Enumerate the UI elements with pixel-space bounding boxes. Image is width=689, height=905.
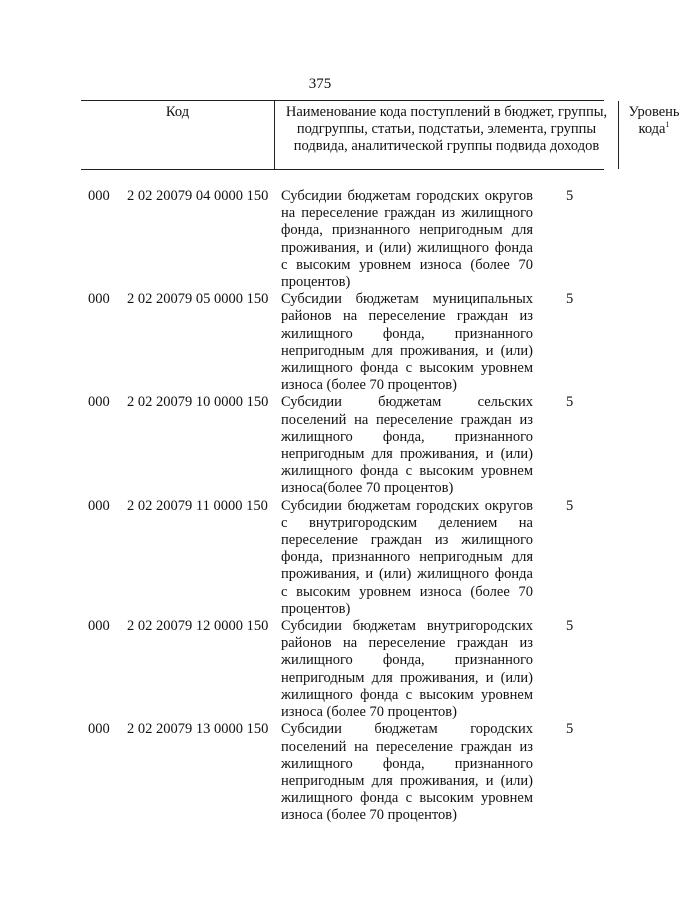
row-level: 5 bbox=[566, 188, 574, 204]
row-description: Субсидии бюджетам муниципальных районов на переселение граждан из жилищного фонда, признанного непригодным для проживания, и (или) жилищного фонда с высоким уровнем износа (более 70 процентов) bbox=[281, 291, 533, 394]
row-code: 2 02 20079 13 0000 150 bbox=[127, 721, 269, 738]
row-prefix: 000 bbox=[88, 188, 110, 204]
table-row bbox=[0, 394, 640, 497]
table-header bbox=[81, 100, 680, 170]
row-description: Субсидии бюджетам городских поселений на переселение граждан из жилищного фонда, признанного непригодным для проживания, и (или) жилищного фонда с высоким уровнем износа (более 70 процентов) bbox=[281, 721, 533, 824]
row-level: 5 bbox=[566, 291, 574, 308]
header-name: Наименование кода поступлений в бюджет, группы, подгруппы, статьи, подстатьи, элемента, группы подвида, аналитической группы подвида доходов bbox=[274, 101, 619, 169]
row-prefix: 000 bbox=[88, 394, 110, 411]
row-code: 2 02 20079 04 0000 150 bbox=[127, 188, 269, 204]
row-level: 5 bbox=[566, 618, 574, 635]
row-level: 5 bbox=[566, 497, 574, 514]
table-row bbox=[0, 721, 640, 824]
header-code: Код bbox=[165, 104, 190, 120]
row-description: Субсидии бюджетам сельских поселений на переселение граждан из жилищного фонда, признанного непригодным для проживания, и (или) жилищного фонда с высоким уровнем износа(более 70 процентов) bbox=[281, 394, 533, 497]
header-level-footnote: 1 bbox=[665, 120, 670, 130]
table-body bbox=[0, 188, 640, 825]
row-code: 2 02 20079 05 0000 150 bbox=[127, 291, 269, 308]
table-row bbox=[0, 498, 640, 618]
row-level: 5 bbox=[566, 394, 574, 411]
table-row bbox=[0, 188, 640, 291]
row-code: 2 02 20079 11 0000 150 bbox=[127, 497, 268, 514]
header-level bbox=[619, 101, 689, 169]
row-prefix: 000 bbox=[88, 618, 110, 635]
row-description: Субсидии бюджетам городских округов с внутригородским делением на переселение граждан из жилищного фонда, признанного непригодным для проживания, и (или) жилищного фонда с высоким уровнем износа (более 70 процентов) bbox=[281, 497, 533, 617]
row-prefix: 000 bbox=[88, 291, 110, 308]
row-code: 2 02 20079 10 0000 150 bbox=[127, 394, 269, 411]
table-row bbox=[0, 291, 640, 394]
header-level-label: Уровень кода bbox=[628, 104, 680, 137]
row-prefix: 000 bbox=[88, 721, 110, 738]
row-description: Субсидии бюджетам городских округов на переселение граждан из жилищного фонда, признанного непригодным для проживания, и (или) жилищного фонда с высоким уровнем износа (более 70 процентов) bbox=[281, 188, 533, 291]
page-number: 375 bbox=[308, 76, 332, 92]
row-prefix: 000 bbox=[88, 497, 110, 514]
row-level: 5 bbox=[566, 721, 574, 738]
table-row bbox=[0, 618, 640, 721]
row-description: Субсидии бюджетам внутригородских районов на переселение граждан из жилищного фонда, признанного непригодным для проживания, и (или) жилищного фонда с высоким уровнем износа (более 70 процентов) bbox=[281, 618, 533, 721]
row-code: 2 02 20079 12 0000 150 bbox=[127, 618, 269, 635]
